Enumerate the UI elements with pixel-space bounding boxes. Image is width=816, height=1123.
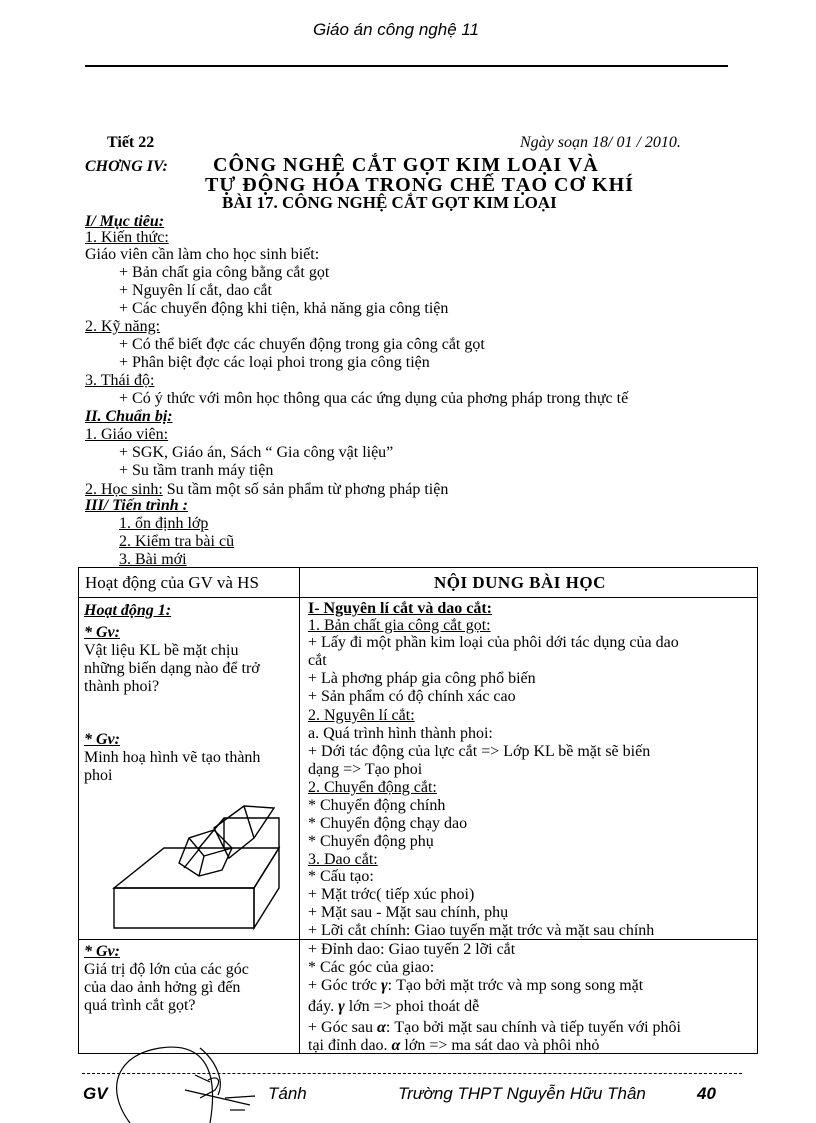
question-3 (84, 961, 249, 1015)
period-label: Tiết 22 (107, 134, 155, 151)
student-text: Su tầm một số sản phẩm từ phơng pháp tiện (166, 481, 449, 498)
text-span: + Góc trớc (308, 977, 378, 994)
footer-gv: GV (83, 1084, 108, 1103)
section-heading: I- Nguyên lí cắt và dao cắt: (308, 600, 492, 617)
text-line: Giá trị độ lớn của các góc (84, 961, 249, 978)
text-line: + Mặt trớc( tiếp xúc phoi) (308, 886, 475, 903)
list-item: + Có thể biết đợc các chuyển động trong gia công cắt gọt (119, 336, 485, 353)
text-span: tại đỉnh dao. (308, 1037, 388, 1054)
process-list (119, 515, 234, 569)
text-line: * Chuyển động chính (308, 797, 446, 814)
knowledge-intro: Giáo viên cần làm cho học sinh biết: (85, 246, 320, 263)
column-divider (299, 568, 300, 1053)
sub1-lines (308, 634, 679, 706)
sub-heading-4: 3. Dao cắt: (308, 851, 378, 868)
text-line: phoi (84, 767, 113, 784)
footer-school: Trường THPT Nguyễn Hữu Thân (398, 1084, 646, 1103)
header-rule (85, 65, 728, 67)
alpha-line-2 (308, 1037, 599, 1055)
text-span: lớn => ma sát dao và phôi nhỏ (404, 1037, 600, 1054)
text-line: + Là phơng pháp gia công phổ biến (308, 670, 536, 687)
text-line: những biến dạng nào để trở (84, 660, 260, 677)
list-item: + Phân biệt đợc các loại phoi trong gia công tiện (119, 354, 430, 371)
gamma-line-1 (308, 977, 643, 995)
text-span: lớn => phoi thoát dễ (348, 998, 480, 1015)
sub4-lines (308, 868, 654, 940)
text-span: : Tạo bởi mặt sau chính và tiếp tuyến với phôi (385, 1019, 681, 1036)
process-heading: III/ Tiến trình : (85, 497, 188, 514)
text-line: + Sản phẩm có độ chính xác cao (308, 688, 516, 705)
col2-header: NỘI DUNG BÀI HỌC (434, 573, 606, 592)
list-item: + Các chuyển động khi tiện, khả năng gia công tiện (119, 300, 449, 317)
skills-list (119, 336, 485, 372)
text-line: cắt (308, 652, 327, 669)
alpha-symbol: α (391, 1037, 401, 1054)
text-line: * Chuyển động chạy dao (308, 815, 468, 832)
alpha-line-1 (308, 1019, 681, 1037)
sub-heading-1: 1. Bản chất gia công cắt gọt: (308, 617, 491, 634)
objectives-heading: I/ Mục tiêu: (85, 213, 165, 230)
chip-formation-illustration (104, 778, 294, 938)
sub-heading-2: 2. Nguyên lí cắt: (308, 707, 415, 724)
text-line: * Chuyển động phụ (308, 833, 434, 850)
gv-label-2: * Gv: (84, 731, 120, 748)
sub3-lines (308, 797, 467, 851)
text-line: + Mặt sau - Mặt sau chính, phụ (308, 904, 509, 921)
knowledge-heading: 1. Kiến thức: (85, 229, 169, 246)
col1-header (85, 574, 259, 592)
sub-heading-3: 2. Chuyển động cắt: (308, 779, 437, 796)
attitude-heading: 3. Thái độ: (85, 372, 155, 389)
lesson-table (78, 567, 758, 1054)
question-1 (84, 642, 260, 696)
gv-label-1: * Gv: (84, 624, 120, 641)
gamma-symbol: γ (338, 998, 345, 1015)
list-item: + SGK, Giáo án, Sách “ Gia công vật liệu” (119, 444, 394, 461)
text-line: dạng => Tạo phoi (308, 761, 423, 778)
list-item: + Su tầm tranh máy tiện (119, 462, 274, 479)
footer-rule (82, 1073, 742, 1074)
skills-heading: 2. Kỹ năng: (85, 318, 161, 335)
text-line: thành phoi? (84, 678, 160, 695)
text-line: quá trình cắt gọt? (84, 997, 196, 1014)
gamma-symbol: γ (381, 977, 388, 994)
text-line: Vật liệu KL bề mặt chịu (84, 642, 239, 659)
text-span: đáy. (308, 998, 335, 1015)
teacher-list (119, 444, 393, 480)
text-line: + Lấy đi một phần kim loại của phôi dới tác dụng của dao (308, 634, 679, 651)
text-line: + Đỉnh dao: Giao tuyến 2 lỡi cắt (308, 941, 516, 958)
chapter-label: CHƠNG IV: (85, 158, 168, 175)
chapter-title-line-1: CÔNG NGHỆ CẮT GỌT KIM LOẠI VÀ (213, 154, 599, 176)
teacher-heading: 1. Giáo viên: (85, 426, 169, 443)
attitude-item: + Có ý thức với môn học thông qua các ứng dụng của phơng pháp trong thực tế (119, 390, 629, 407)
gamma-line-2 (308, 998, 479, 1016)
text-line: * Cấu tạo: (308, 868, 374, 885)
list-item: + Bản chất gia công bằng cắt gọt (119, 264, 330, 281)
knowledge-list (119, 264, 448, 318)
text-line: * Các góc của giao: (308, 959, 435, 976)
alpha-symbol: α (377, 1019, 386, 1036)
chapter-title-line-2: TỰ ĐỘNG HÓA TRONG CHẾ TẠO CƠ KHÍ (205, 174, 634, 196)
list-item: 1. ổn định lớp (119, 515, 209, 532)
activity-label: Hoạt động 1: (84, 602, 172, 619)
angle-sketch (100, 1020, 270, 1123)
footer-page-number: 40 (697, 1084, 716, 1103)
text-span: + Góc sau (308, 1019, 374, 1036)
list-item: 2. Kiểm tra bài cũ (119, 533, 235, 550)
list-item: + Nguyên lí cắt, dao cắt (119, 282, 272, 299)
page-header-title: Giáo án công nghệ 11 (313, 20, 480, 39)
date-label: Ngày soạn 18/ 01 / 2010. (520, 134, 681, 151)
text-line: của dao ảnh hởng gì đến (84, 979, 241, 996)
lower-lines (308, 941, 515, 977)
col1-header-text: Hoạt động của GV và HS (85, 573, 259, 592)
text-line: + Dới tác động của lực cắt => Lớp KL bề mặt sẽ biến (308, 743, 651, 760)
header-divider (79, 597, 757, 598)
text-span: : Tạo bởi mặt trớc và mp song song mặt (387, 977, 644, 994)
text-line: Minh hoạ hình vẽ tạo thành (84, 749, 261, 766)
left-row-divider (79, 939, 299, 940)
preparation-heading: II. Chuẩn bị: (85, 408, 173, 425)
gv-label-3: * Gv: (84, 943, 120, 960)
student-heading: 2. Học sinh: (85, 481, 163, 498)
text-line: + Lỡi cắt chính: Giao tuyến mặt trớc và mặt sau chính (308, 922, 655, 939)
footer-teacher-name: Tánh (268, 1084, 307, 1103)
text-line: a. Quá trình hình thành phoi: (308, 725, 493, 742)
lesson-title: BÀI 17. CÔNG NGHỆ CẮT GỌT KIM LOẠI (222, 193, 557, 212)
list-item: 3. Bài mới (119, 551, 187, 568)
sub2-lines (308, 725, 650, 779)
